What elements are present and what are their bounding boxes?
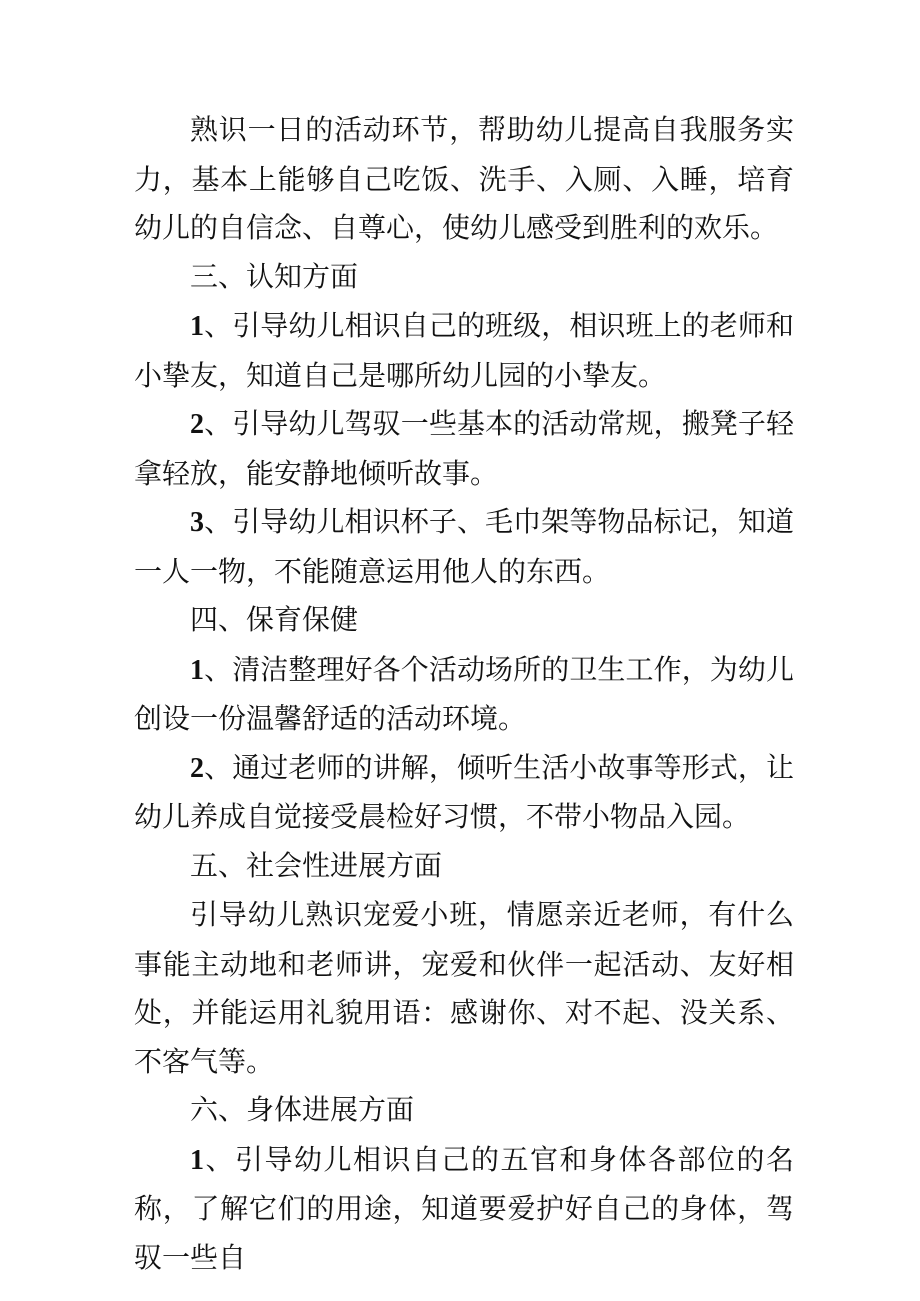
item-number: 3	[190, 507, 204, 538]
list-item-cognition-2: 2、引导幼儿驾驭一些基本的活动常规，搬凳子轻拿轻放，能安静地倾听故事。	[134, 407, 794, 490]
list-item-health-1: 1、清洁整理好各个活动场所的卫生工作，为幼儿创设一份温馨舒适的活动环境。	[134, 652, 794, 735]
list-item-health-2: 2、通过老师的讲解，倾听生活小故事等形式，让幼儿养成自觉接受晨检好习惯，不带小物品入园。	[134, 750, 794, 833]
item-number: 1	[190, 654, 204, 686]
section-heading-physical-development: 六、身体进展方面	[190, 1093, 415, 1126]
list-item-cognition-3: 3、引导幼儿相识杯子、毛巾架等物品标记，知道一人一物，不能随意运用他人的东西。	[134, 505, 794, 588]
document-body	[134, 106, 794, 1282]
paragraph-social-development: 引导幼儿熟识宠爱小班，情愿亲近老师，有什么事能主动地和老师讲，宠爱和伙伴一起活动、友好相处，并能运用礼貌用语：感谢你、对不起、没关系、不客气等。	[134, 898, 794, 1078]
section-heading-cognition: 三、认知方面	[190, 259, 359, 293]
paragraph-self-care: 熟识一日的活动环节，帮助幼儿提高自我服务实力，基本上能够自己吃饭、洗手、入厕、入睡，培育幼儿的自信念、自尊心，使幼儿感受到胜利的欢乐。	[134, 113, 794, 244]
section-heading-health-care: 四、保育保健	[190, 603, 359, 636]
item-number: 2	[190, 752, 204, 784]
item-number: 2	[190, 409, 204, 440]
section-heading-social-development: 五、社会性进展方面	[190, 848, 443, 882]
list-item-physical-1: 1、引导幼儿相识自己的五官和身体各部位的名称，了解它们的用途，知道要爱护好自己的身体，驾驭一些自	[134, 1142, 794, 1274]
item-number: 1	[190, 311, 204, 342]
list-item-cognition-1: 1、引导幼儿相识自己的班级，相识班上的老师和小挚友，知道自己是哪所幼儿园的小挚友。	[134, 309, 794, 392]
item-number: 1	[190, 1144, 204, 1176]
